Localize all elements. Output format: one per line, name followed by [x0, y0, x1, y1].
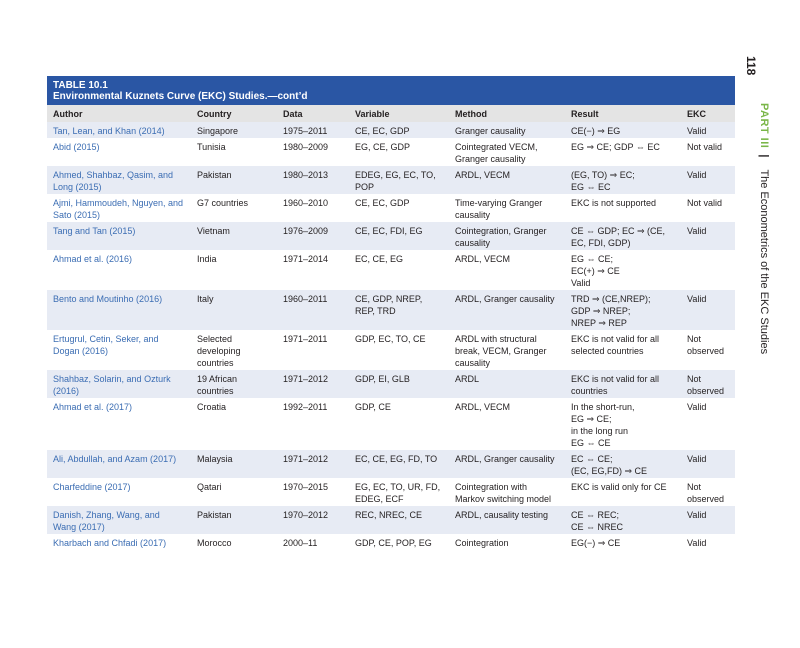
- cell-result: EKC is not valid for all countries: [565, 370, 681, 398]
- table-label: TABLE 10.1: [53, 80, 108, 91]
- cell-result: CE ⇔ GDP; EC ⇒ (CE, EC, FDI, GDP): [565, 222, 681, 250]
- ekc-table: [47, 76, 735, 550]
- cell-variable: CE, EC, GDP: [349, 122, 449, 138]
- cell-data: 1992–2011: [283, 402, 328, 412]
- cell-result: EKC is not valid for all selected countries: [571, 334, 660, 356]
- cell-variable: GDP, EI, GLB: [349, 370, 449, 398]
- divider: |: [758, 154, 770, 158]
- cell-country: India: [197, 254, 217, 264]
- cell-country: Pakistan: [191, 166, 277, 194]
- ekc-studies-table: [47, 105, 735, 550]
- column-header-country: Country: [191, 105, 277, 122]
- table-row: [47, 370, 735, 398]
- cell-result: (EG, TO) ⇒ EC; EG ⇔ EC: [565, 166, 681, 194]
- cell-ekc: Not observed: [687, 482, 725, 504]
- cell-data: 1960–2011: [277, 290, 349, 330]
- cell-author: Ahmad et al. (2016): [53, 254, 133, 264]
- cell-result: CE(−) ⇒ EG: [565, 122, 681, 138]
- table-row: [47, 250, 735, 290]
- table-row: [47, 506, 735, 534]
- table-row: [47, 122, 735, 138]
- table-row: [47, 330, 735, 370]
- table-row: [47, 166, 735, 194]
- table-header: [47, 76, 735, 105]
- cell-country: Croatia: [197, 402, 227, 412]
- table-row: [47, 534, 735, 550]
- cell-result: EG ⇒ CE; GDP ⇔ EC: [571, 142, 660, 152]
- cell-result: TRD ⇒ (CE,NREP); GDP ⇒ NREP; NREP ⇒ REP: [565, 290, 681, 330]
- chapter-title: The Econometrics of the EKC Studies: [758, 169, 770, 355]
- cell-method: Granger causality: [449, 122, 565, 138]
- cell-method: Cointegrated VECM, Granger causality: [455, 142, 538, 164]
- cell-ekc: [681, 250, 735, 290]
- column-header-variable: Variable: [349, 105, 449, 122]
- cell-result: In the short-run, EG ⇒ CE; in the long run EG ⇔ CE: [571, 402, 635, 448]
- column-header-method: Method: [449, 105, 565, 122]
- cell-ekc: Not valid: [687, 198, 723, 208]
- cell-country: Italy: [191, 290, 277, 330]
- cell-method: Cointegration with Markov switching model: [455, 482, 552, 504]
- cell-method: ARDL, VECM: [455, 402, 511, 412]
- cell-country: Singapore: [191, 122, 277, 138]
- table-body: [47, 122, 735, 550]
- cell-country: Tunisia: [197, 142, 226, 152]
- cell-method: ARDL, VECM: [449, 166, 565, 194]
- table-row: [47, 450, 735, 478]
- cell-ekc: Valid: [681, 122, 735, 138]
- cell-data: 1971–2011: [283, 334, 328, 344]
- cell-author: Tan, Lean, and Khan (2014): [47, 122, 191, 138]
- cell-variable: GDP, CE, POP, EG: [355, 538, 432, 548]
- column-header-author: Author: [47, 105, 191, 122]
- cell-data: 1971–2012: [277, 450, 349, 478]
- cell-variable: EDEG, EG, EC, TO, POP: [349, 166, 449, 194]
- cell-ekc: Valid: [681, 222, 735, 250]
- table-row: [47, 290, 735, 330]
- cell-variable: CE, EC, GDP: [355, 198, 410, 208]
- cell-ekc: Valid: [681, 290, 735, 330]
- cell-country: Malaysia: [191, 450, 277, 478]
- cell-data: 1980–2013: [277, 166, 349, 194]
- cell-method: Time-varying Granger causality: [455, 198, 543, 220]
- cell-method: ARDL: [449, 370, 565, 398]
- cell-data: 2000–11: [283, 538, 318, 548]
- cell-variable: CE, GDP, NREP, REP, TRD: [349, 290, 449, 330]
- part-label: PART III: [758, 103, 770, 149]
- cell-data: 1971–2014: [283, 254, 329, 264]
- cell-method: Cointegration, Granger causality: [449, 222, 565, 250]
- cell-country: 19 African countries: [191, 370, 277, 398]
- cell-country: Pakistan: [191, 506, 277, 534]
- table-row: [47, 478, 735, 506]
- table-row: [47, 138, 735, 166]
- cell-author: Ertugrul, Cetin, Seker, and Dogan (2016): [53, 334, 159, 356]
- cell-result: EKC is valid only for CE: [571, 482, 667, 492]
- table-row: [47, 398, 735, 450]
- cell-data: 1960–2010: [283, 198, 329, 208]
- page-number: 118: [744, 56, 758, 76]
- cell-variable: REC, NREC, CE: [349, 506, 449, 534]
- cell-author: Kharbach and Chfadi (2017): [53, 538, 167, 548]
- cell-result: EC ⇔ CE; (EC, EG,FD) ⇒ CE: [565, 450, 681, 478]
- cell-variable: EG, EC, TO, UR, FD, EDEG, ECF: [355, 482, 441, 504]
- cell-data: 1970–2012: [277, 506, 349, 534]
- cell-country: Selected developing countries: [197, 334, 241, 368]
- cell-ekc: Not observed: [681, 370, 735, 398]
- cell-variable: EG, CE, GDP: [355, 142, 411, 152]
- cell-method: ARDL, Granger causality: [449, 450, 565, 478]
- column-header-result: Result: [565, 105, 681, 122]
- column-header-data: Data: [277, 105, 349, 122]
- cell-data: 1970–2015: [283, 482, 329, 492]
- cell-method: ARDL, causality testing: [449, 506, 565, 534]
- cell-ekc: Valid: [687, 402, 707, 412]
- cell-result: EKC is not supported: [571, 198, 657, 208]
- cell-ekc: Valid: [681, 166, 735, 194]
- cell-ekc: Valid: [681, 506, 735, 534]
- cell-method: ARDL with structural break, VECM, Granger causality: [455, 334, 547, 368]
- table-row: [47, 194, 735, 222]
- cell-data: 1971–2012: [277, 370, 349, 398]
- cell-data: 1976–2009: [277, 222, 349, 250]
- column-header-row: [47, 105, 735, 122]
- cell-result: CE ⇔ REC; CE ⇔ NREC: [565, 506, 681, 534]
- cell-country: Vietnam: [191, 222, 277, 250]
- cell-ekc: Valid: [687, 538, 707, 548]
- cell-result: EG(−) ⇒ CE: [571, 538, 621, 548]
- cell-author: Ali, Abdullah, and Azam (2017): [47, 450, 191, 478]
- cell-ekc: Not valid: [687, 142, 723, 152]
- cell-data: 1975–2011: [277, 122, 349, 138]
- cell-method: ARDL, VECM: [455, 254, 511, 264]
- cell-author: Shahbaz, Solarin, and Ozturk (2016): [47, 370, 191, 398]
- running-head: [758, 103, 770, 354]
- table-row: [47, 222, 735, 250]
- cell-ekc: Not observed: [687, 334, 725, 356]
- cell-author: Ahmad et al. (2017): [53, 402, 133, 412]
- cell-author: Tang and Tan (2015): [47, 222, 191, 250]
- table-title: Environmental Kuznets Curve (EKC) Studies.—cont’d: [53, 91, 308, 102]
- cell-variable: CE, EC, FDI, EG: [349, 222, 449, 250]
- cell-method: ARDL, Granger causality: [449, 290, 565, 330]
- cell-author: Ahmed, Shahbaz, Qasim, and Long (2015): [47, 166, 191, 194]
- cell-variable: EC, CE, EG: [355, 254, 404, 264]
- cell-country: Morocco: [197, 538, 232, 548]
- cell-method: Cointegration: [455, 538, 509, 548]
- cell-author: Danish, Zhang, Wang, and Wang (2017): [47, 506, 191, 534]
- cell-author: Ajmi, Hammoudeh, Nguyen, and Sato (2015): [53, 198, 184, 220]
- cell-author: Abid (2015): [53, 142, 100, 152]
- cell-author: Bento and Moutinho (2016): [47, 290, 191, 330]
- cell-ekc: Valid: [681, 450, 735, 478]
- cell-country: Qatari: [197, 482, 222, 492]
- cell-variable: GDP, CE: [355, 402, 391, 412]
- cell-variable: GDP, EC, TO, CE: [355, 334, 426, 344]
- cell-data: 1980–2009: [283, 142, 329, 152]
- cell-variable: EC, CE, EG, FD, TO: [349, 450, 449, 478]
- cell-country: G7 countries: [197, 198, 249, 208]
- cell-author: Charfeddine (2017): [53, 482, 131, 492]
- column-header-ekc: EKC: [681, 105, 735, 122]
- cell-result: EG ⇔ CE; EC(+) ⇒ CE Valid: [571, 254, 620, 288]
